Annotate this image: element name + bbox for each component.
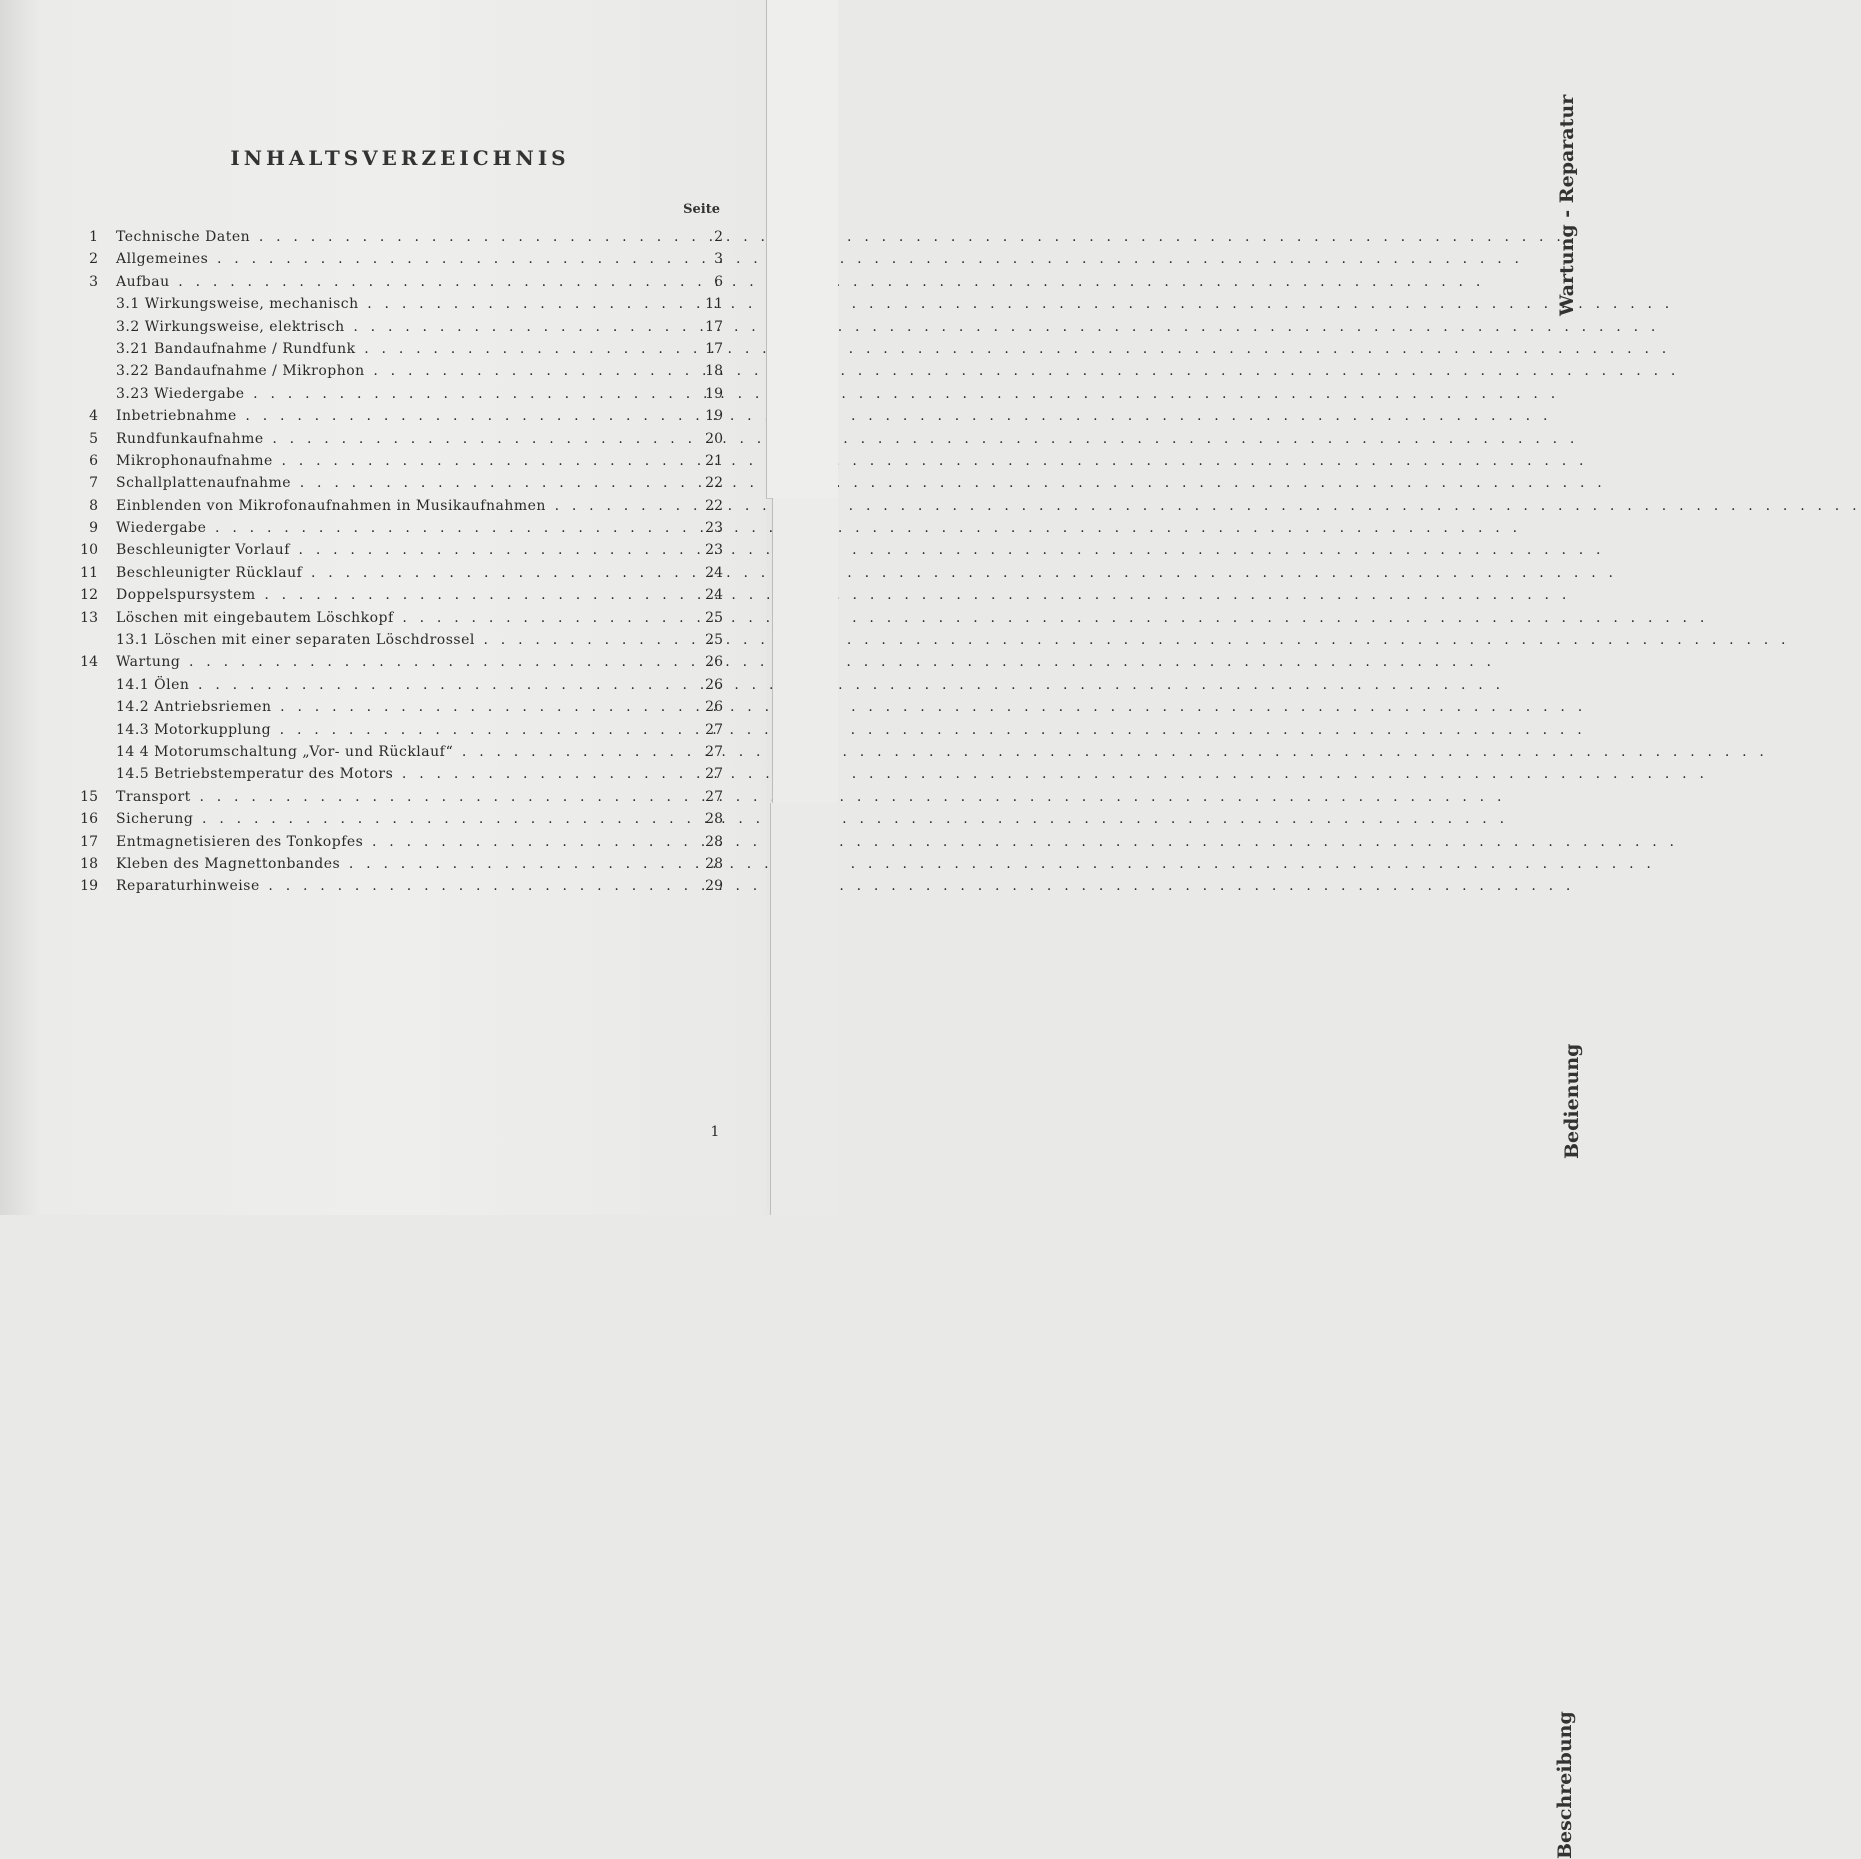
toc-entry-number: 11 [80, 564, 98, 581]
toc-entry-title [116, 316, 701, 338]
toc-entry-label: Rundfunkaufnahme [116, 430, 264, 447]
toc-entry[interactable] [78, 360, 723, 382]
toc-entry[interactable] [78, 472, 723, 494]
toc-entry-number: 15 [80, 788, 98, 805]
toc-entry[interactable] [78, 562, 723, 584]
dot-leader [189, 677, 1504, 693]
dot-leader [191, 789, 1506, 805]
toc-entry-title [116, 428, 701, 450]
dot-leader [546, 498, 1861, 514]
toc-entry-number: 19 [80, 878, 98, 895]
toc-entry-title [116, 607, 701, 629]
toc-entry-label: 14.1 Ölen [116, 676, 190, 693]
toc-entry-title [116, 248, 701, 270]
table-of-contents [78, 226, 723, 898]
toc-entry-title [116, 360, 701, 382]
toc-entry-label: Transport [116, 788, 191, 805]
toc-entry-page: 22 [705, 475, 723, 492]
toc-entry-number: 4 [89, 408, 98, 425]
toc-entry-page: 27 [705, 743, 723, 760]
toc-entry-number: 12 [80, 587, 98, 604]
dot-leader [256, 587, 1571, 603]
toc-entry-page: 19 [705, 385, 723, 402]
toc-entry-title [116, 383, 701, 405]
toc-entry[interactable] [78, 405, 723, 427]
toc-entry-label: Technische Daten [116, 229, 251, 245]
dot-leader [340, 856, 1655, 872]
toc-entry-page: 26 [705, 654, 723, 671]
toc-entry-title [116, 405, 701, 427]
toc-entry-title [116, 472, 701, 494]
toc-entry-label: 3.23 Wiedergabe [116, 385, 245, 402]
toc-entry-title [116, 629, 701, 651]
toc-entry-label: Allgemeines [116, 251, 209, 268]
toc-entry[interactable] [78, 539, 723, 561]
dot-leader [264, 431, 1579, 447]
toc-entry-label: Doppelspursystem [116, 587, 256, 604]
toc-entry-title [116, 651, 701, 673]
toc-entry-page: 2 [714, 229, 723, 245]
dot-leader [273, 453, 1588, 469]
toc-entry-title [116, 875, 701, 897]
tab-label: Bedienung [1561, 1043, 1583, 1159]
toc-entry[interactable] [78, 383, 723, 405]
dot-leader [363, 834, 1678, 850]
toc-entry[interactable] [78, 517, 723, 539]
toc-entry-page: 24 [705, 564, 723, 581]
dot-leader [475, 632, 1790, 648]
dot-leader [453, 744, 1768, 760]
section-tab-bedienung[interactable] [772, 498, 1583, 1159]
toc-entry[interactable] [78, 629, 723, 651]
dot-leader [208, 251, 1523, 267]
toc-entry-title [116, 293, 701, 315]
toc-entry-title [116, 741, 701, 763]
toc-entry-page: 3 [714, 251, 723, 268]
toc-entry-number: 6 [89, 452, 98, 469]
toc-entry-label: Mikrophonaufnahme [116, 452, 273, 469]
toc-entry-label: Aufbau [116, 273, 170, 290]
toc-entry-page: 28 [705, 833, 723, 850]
toc-entry-number: 18 [80, 855, 98, 872]
toc-entry-title [116, 517, 701, 539]
toc-entry-label: Wartung [116, 654, 181, 671]
toc-entry-page: 25 [705, 609, 723, 626]
toc-entry[interactable] [78, 495, 723, 517]
section-tab-wartung-reparatur[interactable] [766, 0, 1578, 499]
dot-leader [345, 319, 1660, 335]
page-title: INHALTSVERZEICHNIS [230, 146, 570, 170]
dot-leader [359, 296, 1674, 312]
toc-entry-number: 2 [89, 251, 98, 268]
toc-entry-number: 1 [89, 229, 98, 245]
toc-entry-title [116, 495, 701, 517]
toc-entry-label: Beschleunigter Vorlauf [116, 542, 290, 559]
toc-entry-title [116, 674, 701, 696]
toc-entry-page: 24 [705, 587, 723, 604]
dot-leader [365, 363, 1680, 379]
dot-leader [356, 341, 1671, 357]
toc-entry[interactable] [78, 831, 723, 853]
toc-entry-label: 3.21 Bandaufnahme / Rundfunk [116, 340, 356, 357]
toc-entry-label: 3.1 Wirkungsweise, mechanisch [116, 296, 359, 313]
toc-entry-label: 14 4 Motorumschaltung „Vor- und Rücklauf“ [116, 743, 454, 760]
toc-entry[interactable] [78, 226, 723, 248]
dot-leader [237, 408, 1552, 424]
toc-entry-page: 19 [705, 408, 723, 425]
toc-entry-label: Schallplattenaufnahme [116, 475, 292, 492]
toc-entry-number: 3 [89, 273, 98, 290]
toc-entry-page: 23 [705, 542, 723, 559]
toc-entry-page: 27 [705, 766, 723, 783]
toc-entry-label: Reparaturhinweise [116, 878, 260, 895]
toc-entry-title [116, 226, 701, 248]
toc-entry-number: 5 [89, 430, 98, 447]
toc-entry-title [116, 584, 701, 606]
toc-entry-page: 26 [705, 699, 723, 716]
toc-entry-title [116, 831, 701, 853]
toc-entry-label: Wiedergabe [116, 520, 207, 537]
toc-entry-number: 13 [80, 609, 98, 626]
dot-leader [272, 699, 1587, 715]
toc-entry-label: Kleben des Magnettonbandes [116, 855, 341, 872]
toc-entry-page: 17 [705, 318, 723, 335]
toc-entry[interactable] [78, 674, 723, 696]
dot-leader [290, 542, 1605, 558]
toc-entry[interactable] [78, 607, 723, 629]
toc-entry-page: 28 [705, 855, 723, 872]
toc-entry-title [116, 719, 701, 741]
toc-entry-label: 14.5 Betriebstemperatur des Motors [116, 766, 394, 783]
page-number: 1 [710, 1124, 720, 1140]
toc-entry-title [116, 271, 701, 293]
toc-entry-page: 28 [705, 811, 723, 828]
toc-entry-page: 20 [705, 430, 723, 447]
tab-label: Wartung - Reparatur [1556, 94, 1578, 316]
toc-entry[interactable] [78, 651, 723, 673]
toc-entry-number: 7 [89, 475, 98, 492]
toc-entry[interactable] [78, 741, 723, 763]
dot-leader [250, 229, 1565, 245]
toc-entry-label: 13.1 Löschen mit einer separaten Löschdrossel [116, 632, 475, 649]
dot-leader [193, 811, 1508, 827]
toc-entry-label: Sicherung [116, 811, 194, 828]
dot-leader [260, 878, 1575, 894]
toc-entry-label: 14.3 Motorkupplung [116, 721, 272, 738]
toc-entry-number: 14 [80, 654, 98, 671]
toc-entry[interactable] [78, 786, 723, 808]
toc-entry[interactable] [78, 293, 723, 315]
toc-entry[interactable] [78, 271, 723, 293]
toc-entry-label: Entmagnetisieren des Tonkopfes [116, 833, 364, 850]
toc-entry-title [116, 539, 701, 561]
toc-entry[interactable] [78, 696, 723, 718]
toc-entry-page: 29 [705, 878, 723, 895]
toc-entry-number: 9 [89, 520, 98, 537]
dot-leader [302, 565, 1617, 581]
toc-entry-page: 22 [705, 497, 723, 514]
toc-entry-page: 21 [705, 452, 723, 469]
toc-entry[interactable] [78, 763, 723, 785]
dot-leader [271, 722, 1586, 738]
toc-entry-page: 18 [705, 363, 723, 380]
dot-leader [291, 475, 1606, 491]
page-column-header: Seite [683, 202, 720, 217]
toc-entry-title [116, 763, 701, 785]
toc-entry-page: 27 [705, 788, 723, 805]
toc-entry-number: 16 [80, 811, 98, 828]
toc-entry[interactable] [78, 316, 723, 338]
toc-entry-title [116, 853, 701, 875]
toc-entry-page: 27 [705, 721, 723, 738]
toc-entry-label: Einblenden von Mikrofonaufnahmen in Musikaufnahmen [116, 497, 546, 514]
toc-entry-number: 8 [89, 497, 98, 514]
toc-entry-label: Beschleunigter Rücklauf [116, 564, 303, 581]
toc-entry-number: 17 [80, 833, 98, 850]
toc-entry-title [116, 786, 701, 808]
toc-entry-label: Löschen mit eingebautem Löschkopf [116, 609, 394, 626]
toc-entry-number: 10 [80, 542, 98, 559]
toc-entry-label: Inbetriebnahme [116, 408, 237, 425]
toc-entry[interactable] [78, 450, 723, 472]
toc-entry[interactable] [78, 875, 723, 897]
toc-entry-title [116, 450, 701, 472]
toc-entry-label: 3.22 Bandaufnahme / Mikrophon [116, 363, 365, 380]
toc-entry[interactable] [78, 584, 723, 606]
toc-entry-page: 25 [705, 632, 723, 649]
dot-leader [393, 766, 1708, 782]
toc-entry-title [116, 808, 701, 830]
toc-entry[interactable] [78, 248, 723, 270]
toc-entry-page: 23 [705, 520, 723, 537]
toc-entry-page: 11 [705, 296, 723, 313]
dot-leader [245, 386, 1560, 402]
toc-entry[interactable] [78, 808, 723, 830]
toc-entry-page: 17 [705, 340, 723, 357]
toc-entry-page: 6 [714, 273, 723, 290]
toc-entry-label: 14.2 Antriebsriemen [116, 699, 272, 716]
toc-entry[interactable] [78, 719, 723, 741]
toc-entry-title [116, 696, 701, 718]
toc-entry-label: 3.2 Wirkungsweise, elektrisch [116, 318, 345, 335]
toc-entry-page: 26 [705, 676, 723, 693]
dot-leader [394, 610, 1709, 626]
toc-entry[interactable] [78, 428, 723, 450]
tab-label: Beschreibung [1554, 1711, 1576, 1859]
dot-leader [206, 520, 1521, 536]
toc-entry[interactable] [78, 853, 723, 875]
toc-entry-title [116, 562, 701, 584]
toc-entry-title [116, 338, 701, 360]
toc-entry[interactable] [78, 338, 723, 360]
